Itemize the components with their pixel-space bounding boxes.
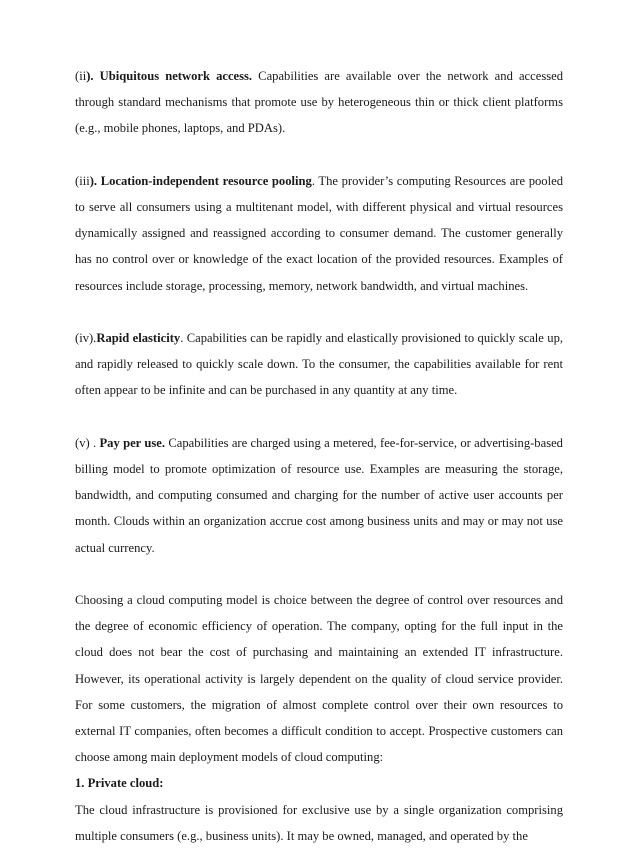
paragraph-choosing-model <box>75 587 563 770</box>
paragraph-prefix: (iii <box>75 173 90 188</box>
paragraph-ubiquitous-network-access <box>75 63 563 142</box>
paragraph-prefix: (ii <box>75 69 87 83</box>
paragraph-prefix: (iv). <box>75 331 97 345</box>
paragraph-prefix: (v) . <box>75 435 100 450</box>
paragraph-text: Capabilities are available over the network and accessed through standard mechanisms that promote use by heterogeneous thin or thick client platforms (e.g., mobile phones, laptops, and PDAs). <box>75 69 564 136</box>
paragraph-text: Choosing a cloud computing model is choice between the degree of control over resources and the degree of economic efficiency of operation. The company, opting for the full input in the cloud does not bear the cost of purchasing and maintaining an extended IT infrastructure. However, its operational activity is largely dependent on the quality of cloud service provider. For some customers, the migration of almost complete control over their own resources to external IT companies, often becomes a difficult condition to accept. Prospective customers can choose among main deployment models of cloud computing: <box>75 593 563 765</box>
paragraph-term: ). Location-independent resource pooling <box>89 173 312 188</box>
document-page <box>75 63 563 849</box>
section-heading-private-cloud: 1. Private cloud: <box>75 776 164 791</box>
paragraph-pay-per-use <box>75 430 563 561</box>
paragraph-text: . The provider’s computing Resources are pooled to serve all consumers using a multitenant model, with different physical and virtual resources dynamically assigned and reassigned according to consumer demand. The customer generally has no control over or knowledge of the exact location of the provided resources. Examples of resources include storage, processing, memory, network bandwidth, and virtual machines. <box>75 173 563 293</box>
paragraph-term: Pay per use. <box>99 435 166 450</box>
paragraph-term: Rapid elasticity <box>96 331 181 345</box>
paragraph-text: Capabilities are charged using a metered, fee-for-service, or advertising-based billing model to promote optimization of resource use. Examples are measuring the storage, bandwidth, and computing consumed and charging for the number of active user accounts per month. Clouds within an organization accrue cost among business units and may or may not use actual currency. <box>75 435 563 555</box>
paragraph-resource-pooling <box>75 168 563 299</box>
paragraph-term: ). Ubiquitous network access. <box>86 69 253 83</box>
paragraph-private-cloud: The cloud infrastructure is provisioned for exclusive use by a single organization comprising multiple consumers (e.g., business units). It may be owned, managed, and operated by the <box>75 802 563 843</box>
paragraph-text: . Capabilities can be rapidly and elastically provisioned to quickly scale up, and rapidly released to quickly scale down. To the consumer, the capabilities available for rent often appear to be infinite and can be purchased in any quantity at any time. <box>75 331 564 398</box>
paragraph-rapid-elasticity <box>75 325 563 404</box>
